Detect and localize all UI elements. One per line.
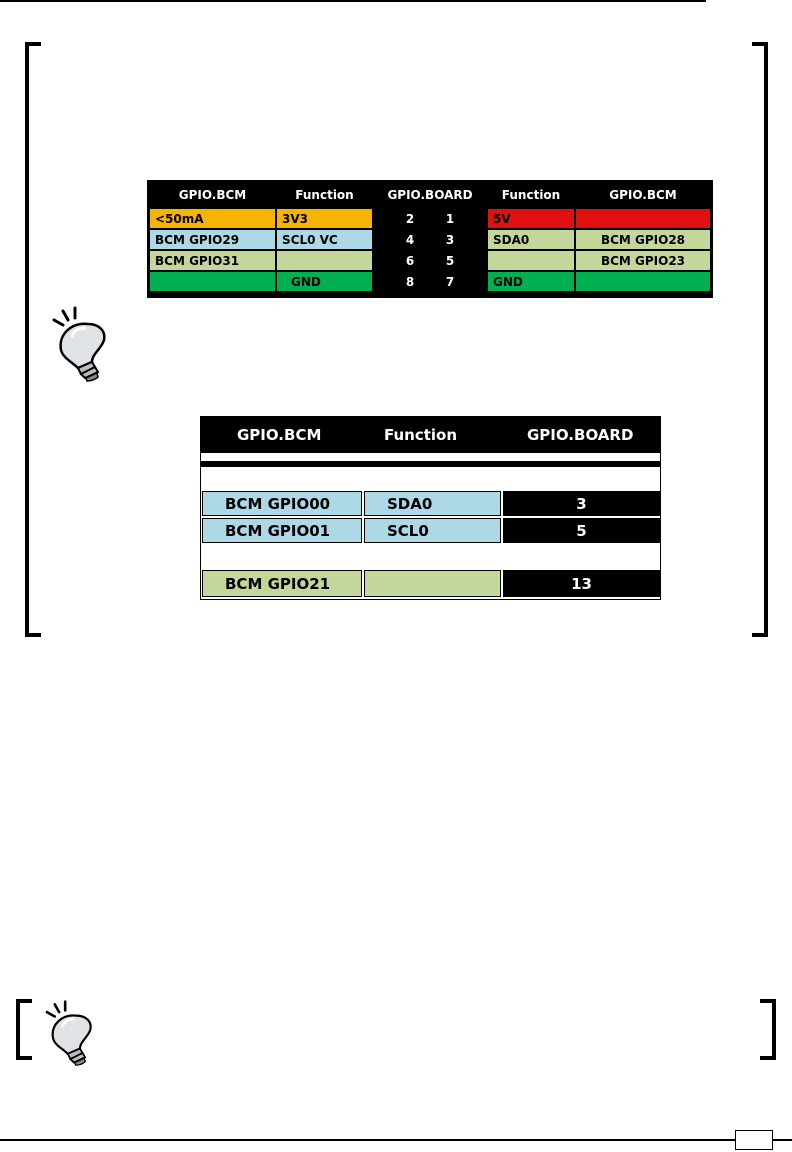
table-row <box>150 271 710 292</box>
gpio-header-pinout-table <box>147 180 713 298</box>
column-header: GPIO.BCM <box>178 188 247 202</box>
tip-box-bracket-right <box>760 999 776 1060</box>
table-row <box>150 208 710 229</box>
board-pin-cell <box>374 272 486 291</box>
table-cell <box>488 251 574 270</box>
pin-number: 2 <box>405 211 415 226</box>
pin-number: 8 <box>405 274 415 289</box>
gpio-mapping-table <box>200 416 661 600</box>
table-cell: BCM GPIO21 <box>202 570 362 597</box>
table-cell: SDA0 <box>364 491 501 516</box>
table-cell: SDA0 <box>488 230 574 249</box>
table-separator <box>201 461 660 467</box>
table-row <box>150 229 710 250</box>
table-cell: BCM GPIO28 <box>576 230 710 249</box>
table-cell: BCM GPIO31 <box>150 251 275 270</box>
table-cell: BCM GPIO00 <box>202 491 362 516</box>
table-cell <box>576 209 710 228</box>
column-header: Function <box>295 188 354 202</box>
table-cell <box>277 251 372 270</box>
pin-number: 1 <box>445 211 455 226</box>
table-cell: 3 <box>503 491 660 516</box>
pin-number: 6 <box>405 253 415 268</box>
table-cell: GND <box>488 272 574 291</box>
board-pin-cell <box>374 209 486 228</box>
board-pin-cell <box>374 230 486 249</box>
pin-number: 4 <box>405 232 415 247</box>
table-cell <box>576 272 710 291</box>
table-header-row <box>150 182 710 208</box>
table-cell: BCM GPIO23 <box>576 251 710 270</box>
column-header: Function <box>501 188 561 202</box>
header-rule <box>0 0 706 2</box>
lightbulb-tip-icon <box>48 306 120 382</box>
column-header: GPIO.BOARD <box>387 188 473 202</box>
table-row <box>150 250 710 271</box>
table-cell: 5V <box>488 209 574 228</box>
column-header: GPIO.BCM <box>609 188 677 202</box>
footer-rule <box>0 1139 792 1141</box>
lightbulb-tip-icon <box>40 1000 106 1066</box>
table-cell: GND <box>277 272 372 291</box>
tip-box-bracket-left <box>25 42 41 637</box>
tip-box-bracket-left <box>16 999 32 1060</box>
column-header: Function <box>384 426 458 444</box>
board-pin-cell <box>374 251 486 270</box>
column-header: GPIO.BCM <box>237 426 322 444</box>
table-cell: 5 <box>503 518 660 543</box>
table-cell <box>364 570 501 597</box>
table-cell: 13 <box>503 570 660 597</box>
table-cell: SCL0 <box>364 518 501 543</box>
pin-number: 5 <box>445 253 455 268</box>
table-cell: <50mA <box>150 209 275 228</box>
column-header: GPIO.BOARD <box>527 426 634 444</box>
table-cell <box>150 272 275 291</box>
table-cell: BCM GPIO01 <box>202 518 362 543</box>
table-cell: 3V3 <box>277 209 372 228</box>
table-cell: SCL0 VC <box>277 230 372 249</box>
page-number-box <box>735 1130 773 1150</box>
pin-number: 3 <box>445 232 455 247</box>
pin-number: 7 <box>445 274 455 289</box>
table-cell: BCM GPIO29 <box>150 230 275 249</box>
tip-box-bracket-right <box>752 42 768 637</box>
